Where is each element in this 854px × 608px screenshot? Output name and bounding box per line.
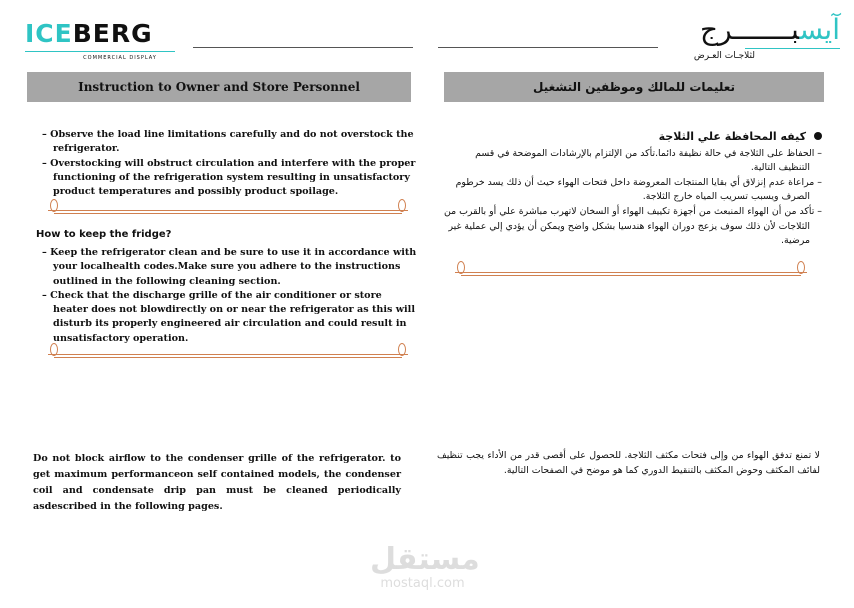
header-rule-right (438, 47, 658, 48)
list-item: – تأكد من أن الهواء المنبعث من أجهزة تكييف الهواء أو السخان لاتهرب مباشرة علي أو بالقرب من الثلاجات لأن ذلك سوف يزعج دوران الهواء هندسيا بشكل واضح ويمكن أن يؤدي إلي عملية غير مرضية. (443, 205, 822, 247)
list-item: – Observe the load line limitations carefully and do not overstock the refrigerator. (42, 129, 414, 155)
section-heading-ar: كيفه المحافظة علي الثلاجة (658, 130, 806, 143)
watermark-en: mostaql.com (380, 576, 465, 591)
header-rule-left (193, 47, 413, 48)
list-item: – مراعاة عدم إنزلاق أي بقايا المنتجات المعروضة داخل فتحات الهواء حيث أن ذلك يسد خرطوم الصرف ويسبب تسريب المياه خارج الثلاجة. (455, 176, 822, 203)
watermark-ar: مستقل (370, 542, 480, 577)
ornamental-divider (455, 268, 807, 278)
watermark (370, 542, 480, 591)
logo-ar-subtitle: لثلاجـات العـرض (693, 51, 755, 61)
ornamental-divider (48, 350, 408, 360)
title-bar-en: Instruction to Owner and Store Personnel (27, 72, 411, 102)
paragraph-ar: لا تمنع تدفق الهواء من وإلى فتحات مكثف الثلاجة. للحصول على أقصى قدر من الأداء يجب تنظيف لفائف المكثف وحوض المكثف بالتنقيط الدوري كما هو موضح في الصفحات التالية. (437, 450, 820, 476)
arabic-logo (680, 14, 840, 61)
list-item: – Keep the refrigerator clean and be sure to use it in accordance with your localhealth codes.Make sure you adhere to the instructions outlined in the following cleaning section. (42, 247, 417, 287)
en-list-2 (42, 246, 417, 346)
ornamental-divider (48, 206, 408, 216)
list-item: – الحفاظ على الثلاجة في حالة نظيفة دائما.تأكد من الإلتزام بالإرشادات الموضحة في قسم التنظيف التالية. (475, 147, 822, 174)
logo-prefix: ICE (25, 19, 73, 48)
title-bar-ar: تعليمات للمالك وموظفين التشغيل (444, 72, 824, 102)
paragraph-en: Do not block airflow to the condenser grille of the refrigerator. to get maximum performanceon self contained models, the condenser coil and condensate drip pan must be cleaned periodically asdescribed in the following pages. (33, 453, 401, 512)
logo-suffix: BERG (72, 19, 153, 48)
logo-ar-main: بـــــــرج (700, 13, 800, 46)
logo-ar-teal: آيس (799, 13, 840, 46)
logo-subtitle: COMMERCIAL DISPLAY (83, 55, 157, 61)
ar-section (442, 130, 822, 249)
bullet-icon (814, 132, 822, 140)
iceberg-logo (25, 20, 175, 61)
en-list-1 (42, 128, 417, 199)
section-heading-en: How to keep the fridge? (36, 229, 172, 240)
list-item: – Overstocking will obstruct circulation and interfere with the proper functioning of the refrigeration system resulting in unsatisfactory product temperatures and possibly product spoilage. (42, 157, 416, 198)
list-item: – Check that the discharge grille of the air conditioner or store heater does not blowdirectly on or near the refrigerator as this will disturb its properly engineered air circulation and could result in unsatisfactory operation. (42, 289, 415, 344)
